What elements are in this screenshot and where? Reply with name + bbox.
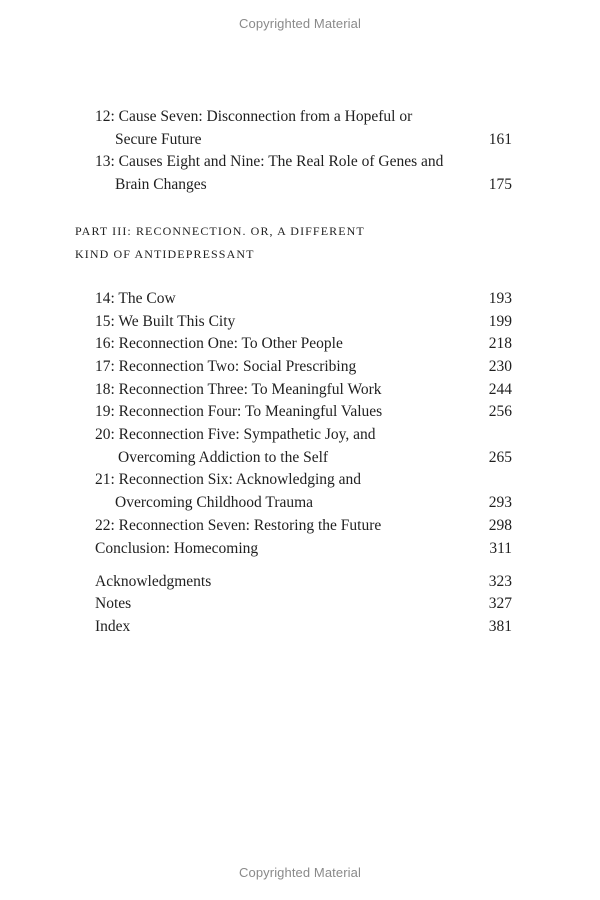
toc-page-number: 298 xyxy=(488,517,512,534)
toc-page-number: 256 xyxy=(488,403,512,420)
toc-entry-title: Index xyxy=(95,618,131,635)
toc-entry-conclusion xyxy=(95,538,512,560)
toc-entry-21-cont xyxy=(95,492,512,514)
toc-entry-12-cont xyxy=(95,129,512,151)
toc-page-number: 244 xyxy=(488,381,512,398)
toc-entry-21 xyxy=(95,469,512,491)
toc-entry-20-cont xyxy=(95,447,512,469)
toc-entry-17 xyxy=(95,356,512,378)
toc-page-number: 218 xyxy=(488,335,512,352)
toc-page-number: 161 xyxy=(488,131,512,148)
toc-entry-15 xyxy=(95,311,512,333)
toc-entry-title-cont: Brain Changes xyxy=(115,176,207,193)
toc-page-number: 381 xyxy=(488,618,512,635)
toc-entry-13 xyxy=(95,151,512,173)
copyright-watermark-top: Copyrighted Material xyxy=(239,16,361,31)
toc-entry-title: 16: Reconnection One: To Other People xyxy=(95,335,343,352)
toc-page-number: 230 xyxy=(488,358,512,375)
toc-entry-title: Notes xyxy=(95,595,132,612)
toc-entry-13-cont xyxy=(95,174,512,196)
toc-entry-12 xyxy=(95,106,512,128)
toc-entry-title: Acknowledgments xyxy=(95,573,212,590)
toc-page-number: 311 xyxy=(489,540,512,557)
toc-entry-title: 13: Causes Eight and Nine: The Real Role of Genes and xyxy=(95,153,444,170)
toc-entry-title: 17: Reconnection Two: Social Prescribing xyxy=(95,358,357,375)
toc-entry-title: 20: Reconnection Five: Sympathetic Joy, and xyxy=(95,426,376,443)
toc-entry-title: 14: The Cow xyxy=(95,290,176,307)
toc-entry-title: 15: We Built This City xyxy=(95,313,236,330)
toc-entry-title-cont: Secure Future xyxy=(115,131,202,148)
toc-page-number: 323 xyxy=(488,573,512,590)
toc-entry-title-cont: Overcoming Addiction to the Self xyxy=(118,449,329,466)
toc-page-number: 193 xyxy=(488,290,512,307)
toc-entry-title: 12: Cause Seven: Disconnection from a Hopeful or xyxy=(95,108,413,125)
toc-page-number: 199 xyxy=(488,313,512,330)
toc-entry-title-cont: Overcoming Childhood Trauma xyxy=(115,494,314,511)
toc-entry-acknowledgments xyxy=(95,571,512,593)
toc-page-number: 175 xyxy=(488,176,512,193)
toc-entry-index xyxy=(95,616,512,638)
toc-entry-title: 18: Reconnection Three: To Meaningful Work xyxy=(95,381,382,398)
toc-page-number: 265 xyxy=(488,449,512,466)
toc-entry-title: 21: Reconnection Six: Acknowledging and xyxy=(95,471,362,488)
toc-entry-title: Conclusion: Homecoming xyxy=(95,540,259,557)
copyright-watermark-bottom: Copyrighted Material xyxy=(239,865,361,880)
toc-entry-16 xyxy=(95,333,512,355)
toc-entry-20 xyxy=(95,424,512,446)
part-heading-line1: PART III: RECONNECTION. OR, A DIFFERENT xyxy=(75,224,365,238)
toc-entry-14 xyxy=(95,288,512,310)
toc-entry-18 xyxy=(95,379,512,401)
toc-page-number: 293 xyxy=(488,494,512,511)
toc-entry-title: 22: Reconnection Seven: Restoring the Future xyxy=(95,517,382,534)
toc-entry-title: 19: Reconnection Four: To Meaningful Values xyxy=(95,403,383,420)
toc-entry-notes xyxy=(95,593,512,615)
toc-page-number: 327 xyxy=(488,595,512,612)
toc-entry-19 xyxy=(95,401,512,423)
part-heading-line2: KIND OF ANTIDEPRESSANT xyxy=(75,247,255,261)
toc-entry-22 xyxy=(95,515,512,537)
